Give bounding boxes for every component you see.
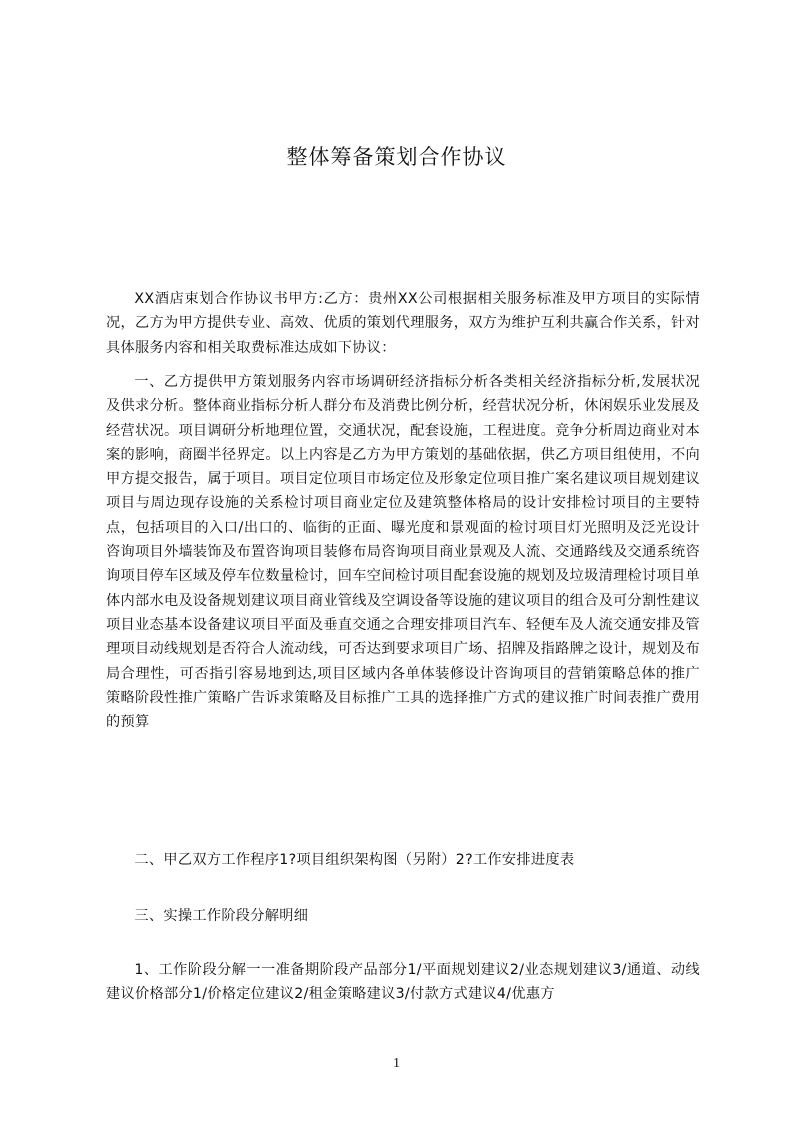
page-number: 1 [393,1056,400,1071]
section-one-paragraph: 一、乙方提供甲方策划服务内容市场调研经济指标分析各类相关经济指标分析,发展状况及供求分析。整体商业指标分析人群分布及消费比例分析，经营状况分析，休闲娱乐业发展及经营状况。项目调研分析地理位置，交通状况，配套设施，工程进度。竞争分析周边商业对本案的影响，商圈半径界定。以上内容是乙方为甲方策划的基础依据，供乙方项目组使用，不向甲方提交报告，属于项目。项目定位项目市场定位及形象定位项目推广案名建议项目规划建议项目与周边现存设施的关系检讨项目商业定位及建筑整体格局的设计安排检讨项目的主要特点，包括项目的入口/出口的、临街的正面、曝光度和景观面的检讨项目灯光照明及泛光设计咨询项目外墙装饰及布置咨询项目装修布局咨询项目商业景观及人流、交通路线及交通系统咨询项目停车区域及停车位数量检讨，回车空间检讨项目配套设施的规划及垃圾清理检讨项目单体内部水电及设备规划建议项目商业管线及空调设备等设施的建议项目的组合及可分割性建议项目业态基本设备建议项目平面及垂直交通之合理安排项目汽车、轻便车及人流交通安排及管理项目动线规划是否符合人流动线，可否达到要求项目广场、招牌及指路牌之设计，规划及布局合理性，可否指引容易地到达,项目区域内各单体装修设计咨询项目的营销策略总体的推广策略阶段性推广策略广告诉求策略及目标推广工具的选择推广方式的建议推广时间表推广费用的预算 [106,374,700,731]
intro-paragraph: XX酒店束划合作协议书甲方:乙方：贵州XX公司根据相关服务标准及甲方项目的实际情况，乙方为甲方提供专业、高效、优质的策划代理服务，双方为维护互利共赢合作关系，针对具体服务内容和相关取费标准达成如下协议： [106,291,700,356]
section-four-paragraph: 1、工作阶段分解一一准备期阶段产品部分1/平面规划建议2/业态规划建议3/通道、动线建议价格部分1/价格定位建议2/租金策略建议3/付款方式建议4/优惠方 [106,962,700,1003]
section-two-paragraph: 二、甲乙双方工作程序1?项目组织架构图（另附）2?工作安排进度表 [134,852,575,868]
document-title: 整体筹备策划合作协议 [286,145,507,169]
section-three-heading: 三、实操工作阶段分解明细 [134,908,309,924]
